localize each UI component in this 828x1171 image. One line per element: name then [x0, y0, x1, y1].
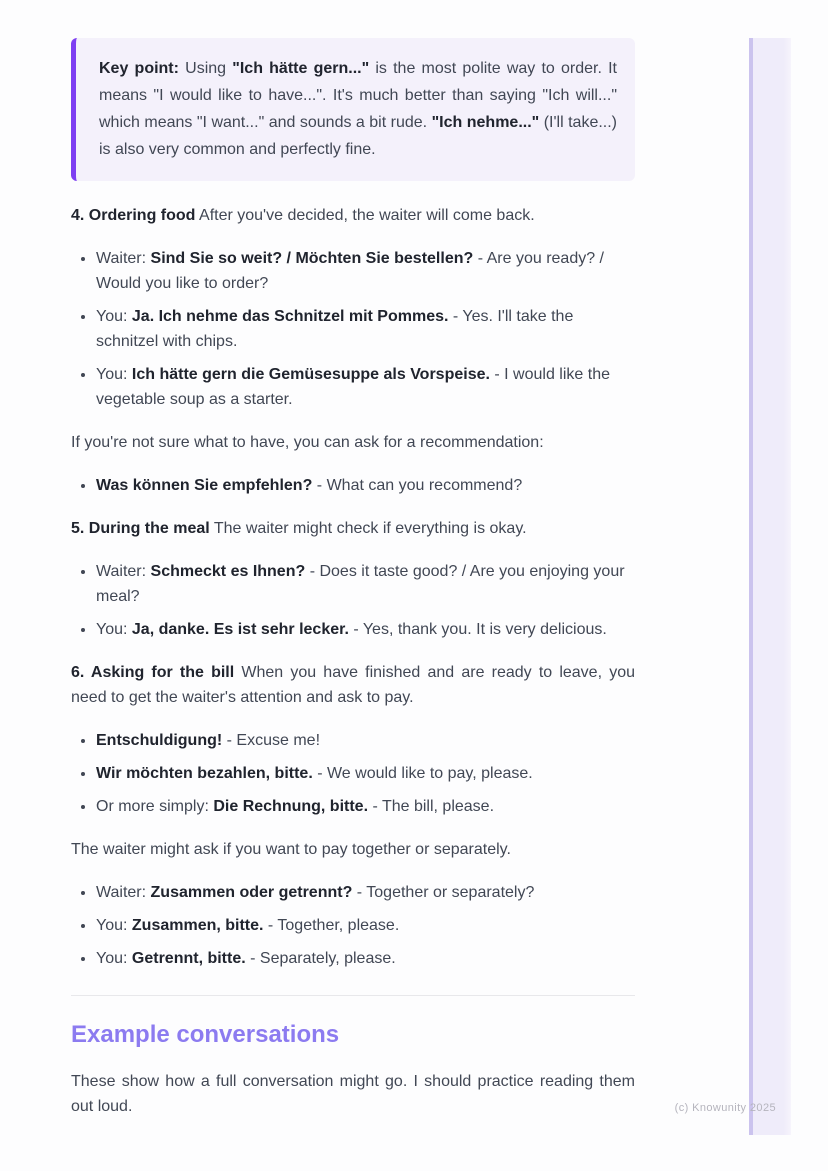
text-segment: Waiter:	[96, 884, 151, 901]
list-item	[96, 304, 635, 354]
text-segment-bold: Ich hätte gern die Gemüsesuppe als Vorspeise.	[131, 366, 490, 383]
text-segment: Using	[185, 60, 233, 77]
bullet-list	[71, 559, 635, 642]
text-segment: - Are you ready? / Would you like to order?	[96, 250, 604, 292]
paragraph	[71, 837, 635, 862]
list-item	[96, 362, 635, 412]
text-segment: - I would like the vegetable soup as a starter.	[96, 366, 610, 408]
text-segment-bold: Zusammen oder getrennt?	[150, 884, 353, 901]
page-edge-strip	[749, 38, 791, 1135]
text-segment: - Excuse me!	[222, 732, 321, 749]
text-segment-bold: Getrennt, bitte.	[131, 950, 246, 967]
text-segment: (I'll take...) is also very common and perfectly fine.	[99, 114, 617, 158]
list-item	[96, 794, 635, 819]
bullet-list	[71, 880, 635, 971]
text-segment: You:	[96, 366, 132, 383]
text-segment: You:	[96, 308, 132, 325]
section-heading: Example conversations	[71, 1021, 340, 1048]
text-segment: - Together, please.	[263, 917, 400, 934]
bullet-list	[71, 246, 635, 412]
paragraph	[71, 516, 635, 541]
list-item	[96, 246, 635, 296]
text-segment: These show how a full conversation might go. I should practice reading them out loud.	[71, 1073, 635, 1115]
text-segment: - Does it taste good? / Are you enjoying your meal?	[96, 563, 625, 605]
text-segment: Or more simply:	[96, 798, 214, 815]
text-segment-bold: Schmeckt es Ihnen?	[150, 563, 306, 580]
document-content	[71, 38, 635, 1137]
bullet-list	[71, 473, 635, 498]
text-segment-bold: Was können Sie empfehlen?	[96, 477, 313, 494]
text-segment-bold: Zusammen, bitte.	[131, 917, 264, 934]
text-segment: - Yes, thank you. It is very delicious.	[348, 621, 607, 638]
text-segment: - What can you recommend?	[312, 477, 523, 494]
text-segment-bold: "Ich nehme..."	[431, 114, 540, 131]
bullet-list	[71, 728, 635, 819]
copyright-watermark: (c) Knowunity 2025	[674, 1102, 776, 1114]
paragraph	[71, 203, 635, 228]
text-segment: If you're not sure what to have, you can ask for a recommendation:	[71, 434, 544, 451]
text-segment: When you have finished and are ready to leave, you need to get the waiter's attention and ask to pay.	[71, 664, 635, 706]
text-segment-bold: Wir möchten bezahlen, bitte.	[96, 765, 313, 782]
text-segment-bold: 4. Ordering food	[71, 207, 196, 224]
text-segment-bold: Die Rechnung, bitte.	[213, 798, 369, 815]
text-segment: You:	[96, 621, 132, 638]
paragraph	[71, 430, 635, 455]
text-segment: is the most polite way to order. It means "I would like to have...". It's much better than saying "Ich will..." which means "I want..." and sounds a bit rude.	[99, 60, 618, 131]
list-item	[96, 880, 635, 905]
list-item	[96, 913, 635, 938]
list-item	[96, 728, 635, 753]
callout-text	[99, 55, 617, 163]
paragraph	[71, 660, 635, 710]
section-divider	[71, 995, 635, 996]
text-segment: After you've decided, the waiter will come back.	[195, 207, 535, 224]
list-item	[96, 473, 635, 498]
text-segment-bold: Ja. Ich nehme das Schnitzel mit Pommes.	[131, 308, 449, 325]
text-segment-bold: Key point:	[99, 60, 186, 77]
text-segment-bold: "Ich hätte gern..."	[232, 60, 376, 77]
text-segment: - Yes. I'll take the schnitzel with chips.	[96, 308, 574, 350]
text-segment-bold: 6. Asking for the bill	[71, 664, 235, 681]
text-segment: The waiter might check if everything is okay.	[209, 520, 527, 537]
list-item	[96, 617, 635, 642]
key-point-callout	[71, 38, 635, 181]
text-segment: - Separately, please.	[245, 950, 396, 967]
text-segment: - Together or separately?	[352, 884, 535, 901]
text-segment-bold: Ja, danke. Es ist sehr lecker.	[131, 621, 349, 638]
text-segment-bold: 5. During the meal	[71, 520, 210, 537]
paragraph	[71, 1069, 635, 1119]
text-segment: - We would like to pay, please.	[312, 765, 533, 782]
text-segment: The waiter might ask if you want to pay together or separately.	[71, 841, 511, 858]
list-item	[96, 559, 635, 609]
text-segment: You:	[96, 917, 132, 934]
list-item	[96, 946, 635, 971]
text-segment-bold: Sind Sie so weit? / Möchten Sie bestellen?	[150, 250, 474, 267]
text-segment: Waiter:	[96, 563, 151, 580]
text-segment: You:	[96, 950, 132, 967]
list-item	[96, 761, 635, 786]
text-segment-bold: Entschuldigung!	[96, 732, 223, 749]
text-segment: - The bill, please.	[368, 798, 495, 815]
text-segment: Waiter:	[96, 250, 151, 267]
